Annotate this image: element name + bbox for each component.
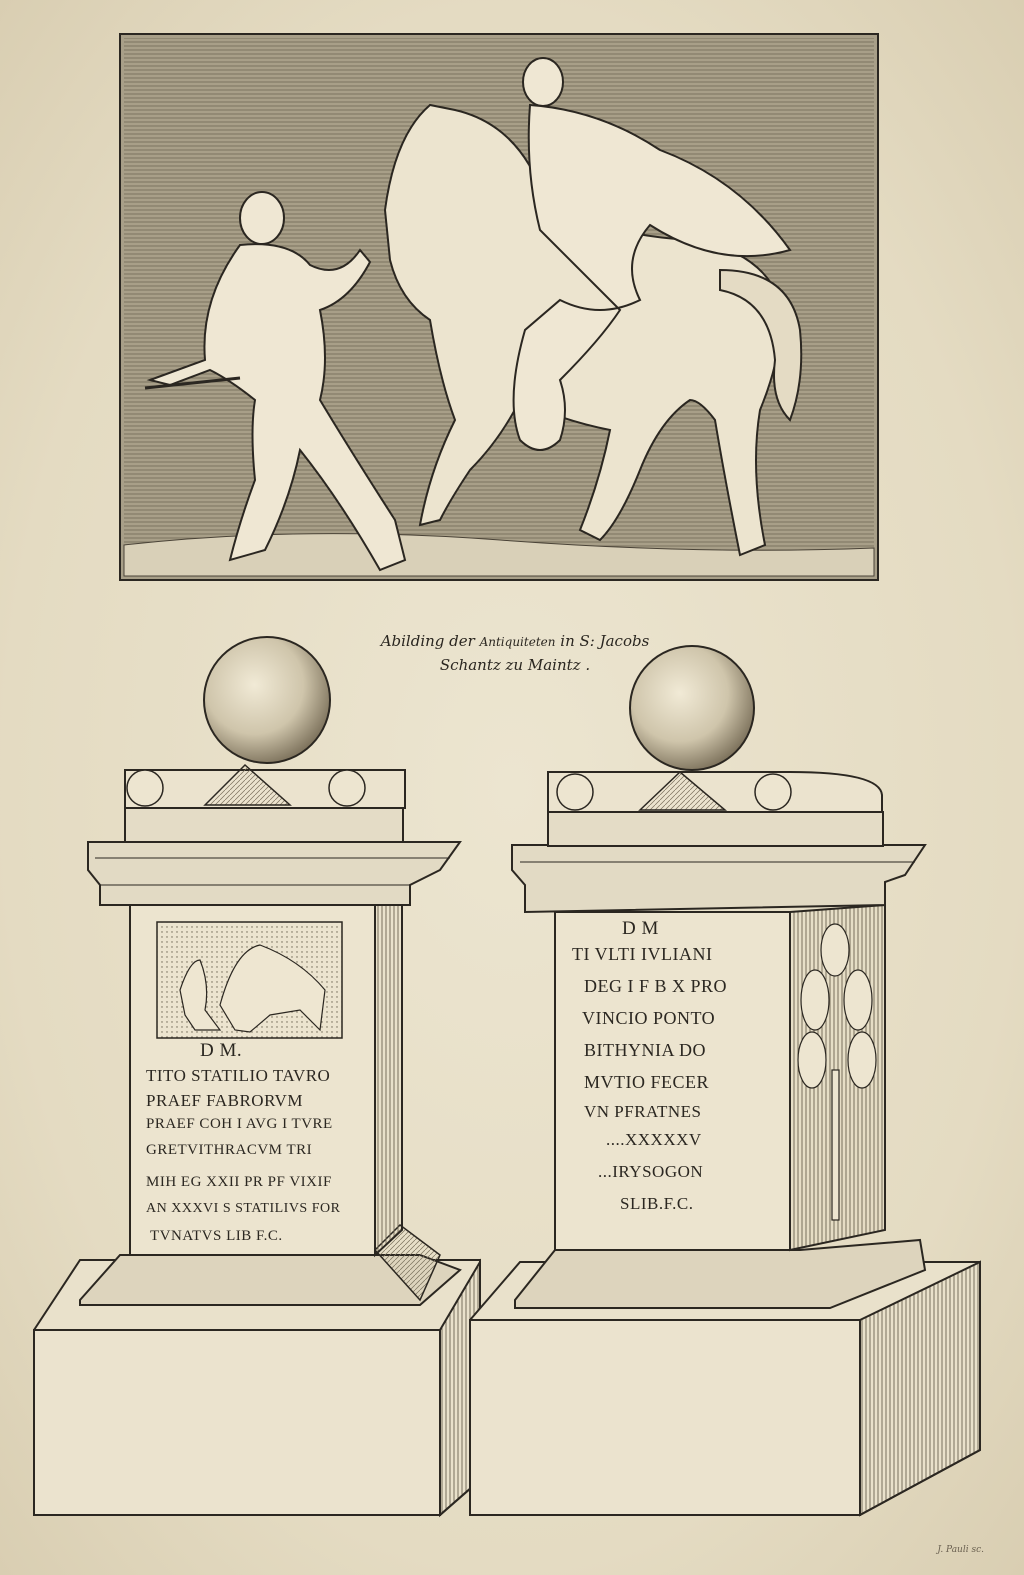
right-inscription-line: BITHYNIA DO xyxy=(584,1040,706,1060)
left-inscription-line: TITO STATILIO TAVRO xyxy=(146,1066,331,1085)
left-inscription-line: PRAEF COH I AVG I TVRE xyxy=(146,1116,333,1132)
left-inscription-line: GRETVITHRACVM TRI xyxy=(146,1142,313,1158)
right-inscription-line: SLIB.F.C. xyxy=(620,1194,694,1213)
caption-word-3: in S: Jacobs xyxy=(560,632,650,650)
caption-line-1 xyxy=(300,632,730,650)
right-inscription-line: TI VLTI IVLIANI xyxy=(572,944,713,964)
right-inscription-line: VINCIO PONTO xyxy=(582,1008,716,1028)
left-inscription-line: TVNATVS LIB F.C. xyxy=(150,1228,283,1244)
relief-panel xyxy=(120,34,878,580)
right-inscription-line: MVTIO FECER xyxy=(584,1072,710,1092)
right-inscription-line: D M xyxy=(622,918,659,939)
right-inscription-line: ....XXXXXV xyxy=(606,1130,702,1149)
left-inscription-line: MIH EG XXII PR PF VIXIF xyxy=(146,1174,332,1190)
caption-word-1: Abilding der xyxy=(380,632,475,650)
right-altar xyxy=(470,646,980,1515)
right-inscription-line: DEG I F B X PRO xyxy=(584,976,728,996)
caption-line-2: Schantz zu Maintz . xyxy=(439,656,591,674)
right-inscription-line: ...IRYSOGON xyxy=(598,1162,704,1181)
right-inscription-line: VN PFRATNES xyxy=(584,1102,702,1121)
caption-word-2: Antiquiteten xyxy=(479,635,556,649)
left-inscription-line: AN XXXVI S STATILIVS FOR xyxy=(146,1201,341,1216)
left-inscription-line: D M. xyxy=(200,1040,243,1061)
engraver-signature: J. Pauli sc. xyxy=(937,1545,984,1555)
left-inscription-line: PRAEF FABRORVM xyxy=(146,1091,303,1110)
